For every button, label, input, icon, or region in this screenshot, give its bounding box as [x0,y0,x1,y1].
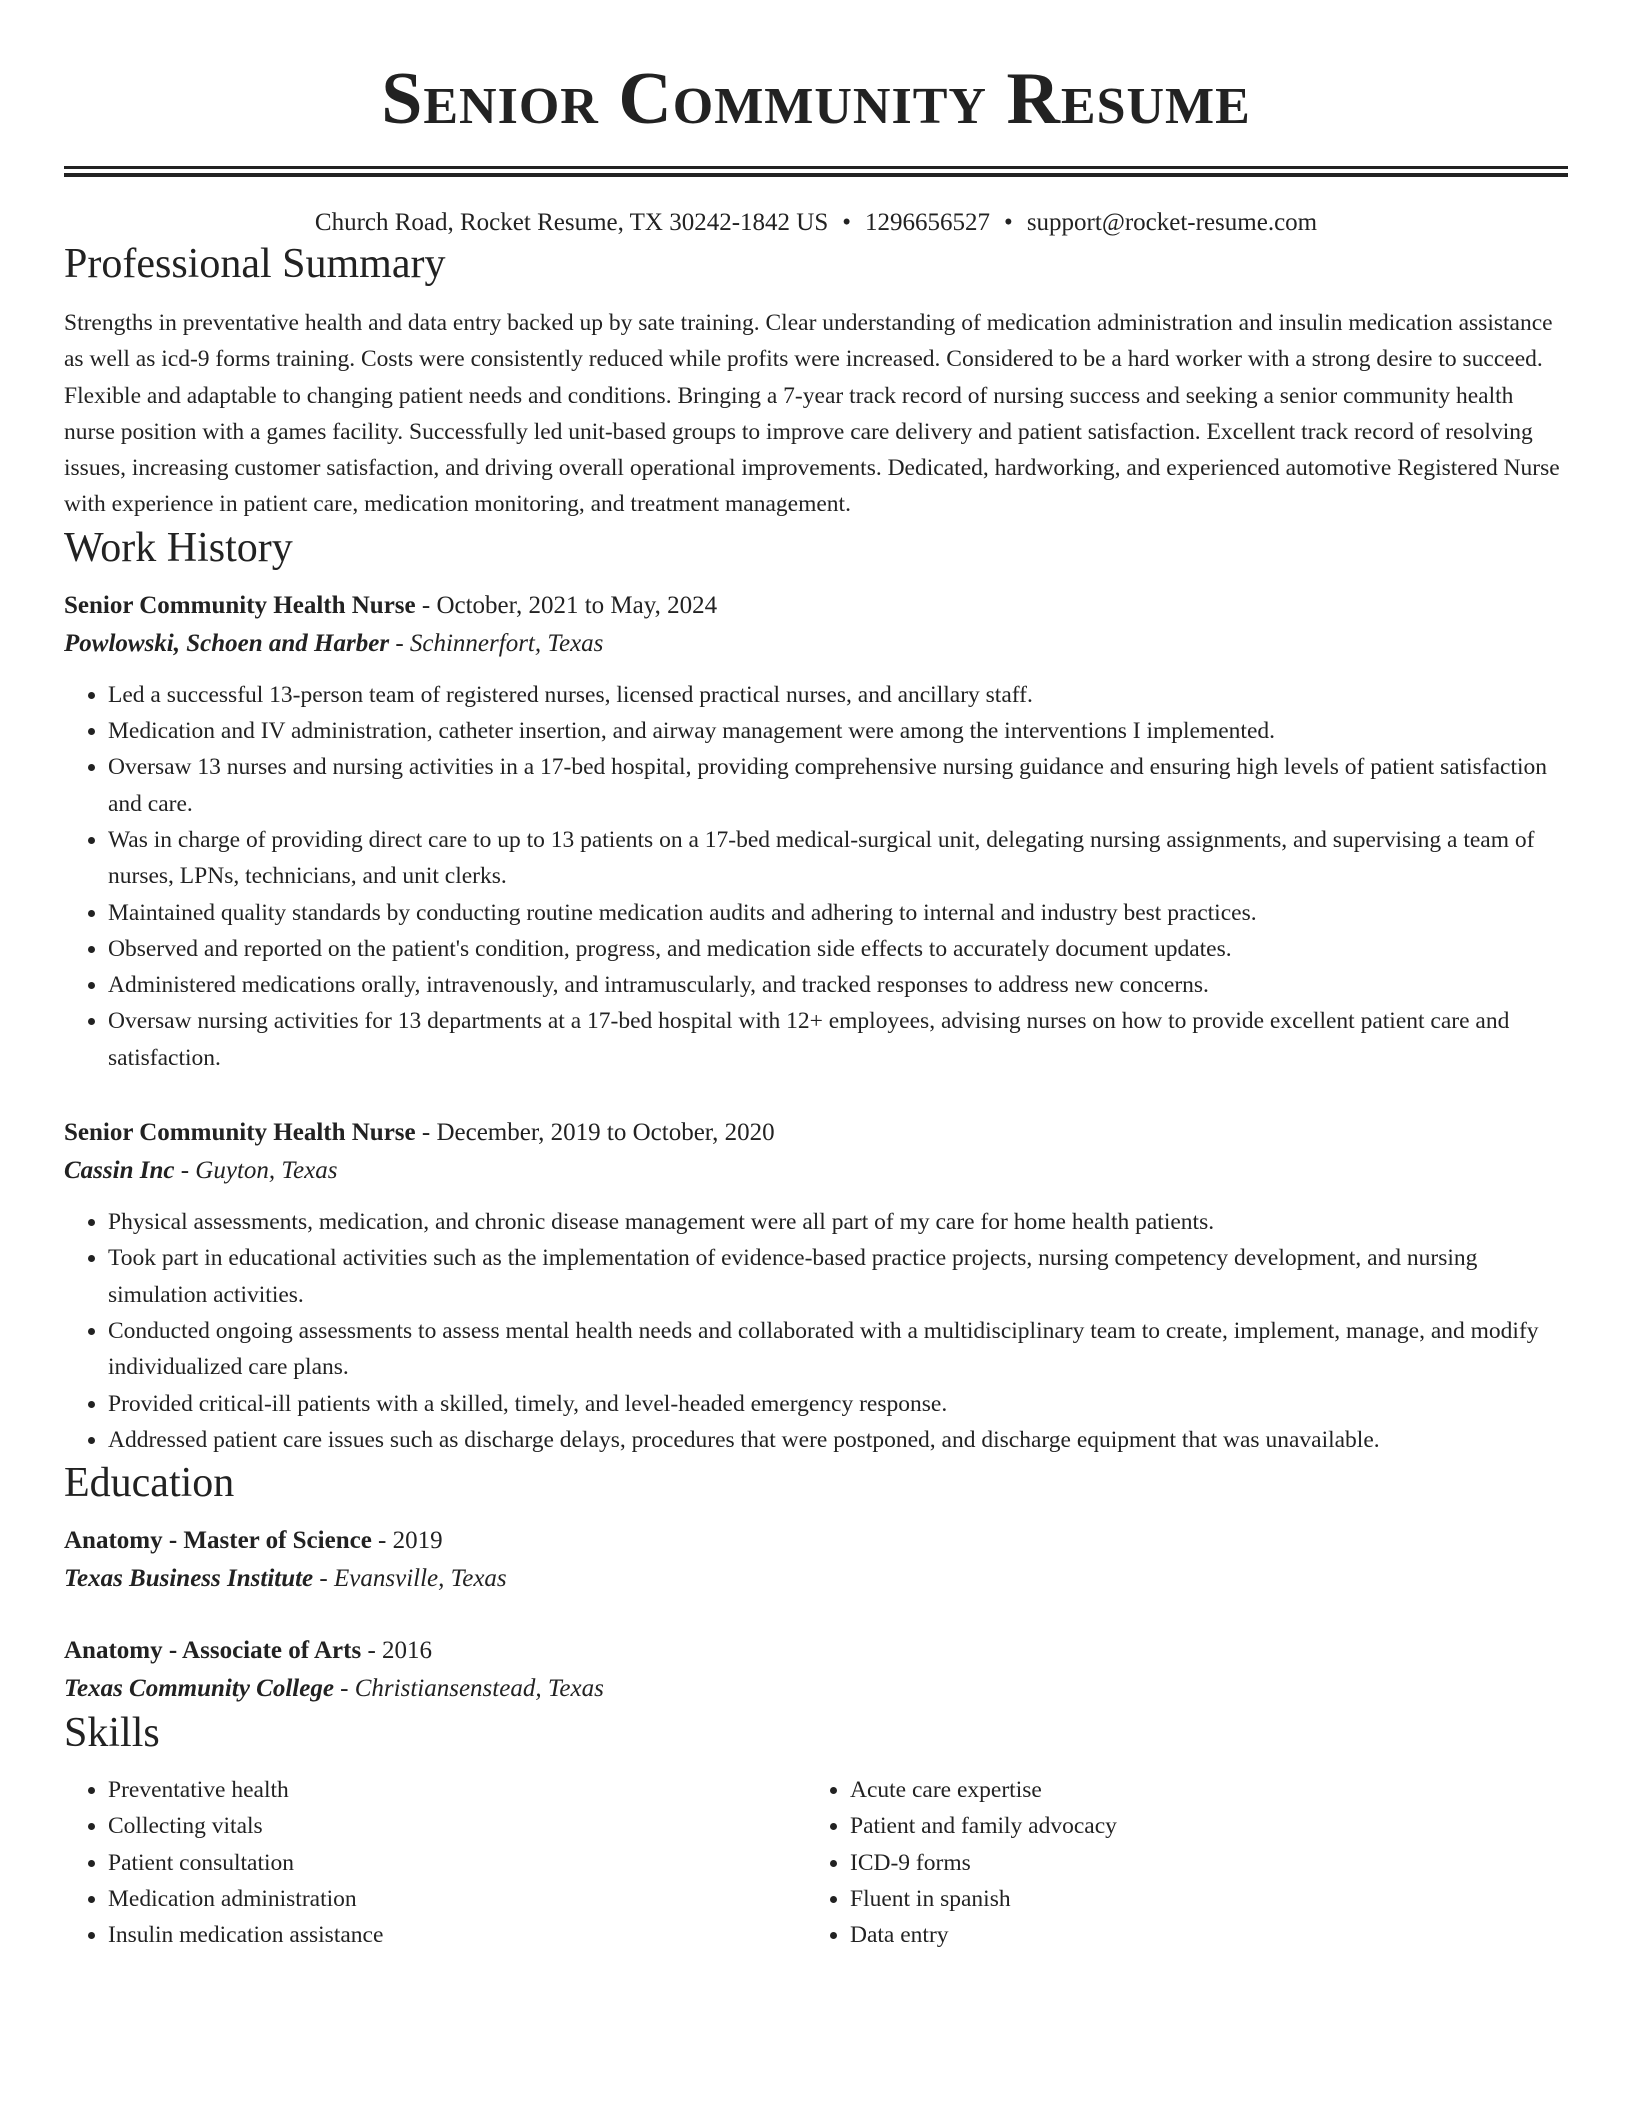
list-item: • Was in charge of providing direct care to up to 13 patients on a 17-bed medical-surgical unit, delegating nursing assignments, and supervising a team of nurses, LPNs, technicians, and unit clerks. [108,822,1568,895]
school-location: - Evansville, Texas [313,1565,507,1593]
job-dates: - October, 2021 to May, 2024 [415,591,718,619]
list-item: • Physical assessments, medication, and chronic disease management were all part of my care for home health patients. [108,1204,1568,1240]
job-company-line [64,625,1568,663]
skills-list-left [64,1772,806,1953]
job-location: - Schinnerfort, Texas [389,629,604,657]
school: Texas Community College [64,1675,334,1703]
list-item: • Oversaw nursing activities for 13 departments at a 17-bed hospital with 12+ employees, advising nurses on how to provide excellent patient care and satisfaction. [108,1003,1568,1076]
school-line [64,1670,1568,1708]
list-item: • Provided critical-ill patients with a skilled, timely, and level-headed emergency response. [108,1386,1568,1422]
degree: Anatomy - Master of Science [64,1527,372,1555]
section-heading-education: Education [64,1460,235,1507]
degree: Anatomy - Associate of Arts [64,1637,362,1665]
degree-line [64,1522,1568,1560]
contact-address: Church Road, Rocket Resume, TX 30242-1842 US [314,209,829,236]
job-dates: - December, 2019 to October, 2020 [415,1119,775,1147]
job-company: Cassin Inc [64,1157,175,1185]
education-entry [64,1632,1568,1708]
summary-text: Strengths in preventative health and data entry backed up by sate training. Clear understanding of medication administration and insulin medication assistance as well as icd-9 forms training. Costs were consistently reduced while profits were increased. Considered to be a hard worker with a strong desire to succeed. Flexible and adaptable to changing patient needs and conditions. Bringing a 7-year track record of nursing success and seeking a senior community health nurse position with a games facility. Successfully led unit-based groups to improve care delivery and patient satisfaction. Excellent track record of resolving issues, increasing customer satisfaction, and driving overall operational improvements. Dedicated, hardworking, and experienced automotive Registered Nurse with experience in patient care, medication monitoring, and treatment management. [64,310,1560,518]
job-company-line [64,1152,1568,1190]
degree-line [64,1632,1568,1670]
skills-columns [64,1772,1568,1953]
job-entry [64,587,1568,1076]
list-item: • Observed and reported on the patient's condition, progress, and medication side effects to accurately document updates. [108,931,1568,967]
list-item: • Took part in educational activities such as the implementation of evidence-based practice projects, nursing competency development, and nursing simulation activities. [108,1240,1568,1313]
job-company: Powlowski, Schoen and Harber [64,629,390,657]
skill-item: • Insulin medication assistance [108,1917,806,1953]
section-heading-summary: Professional Summary [64,241,446,287]
job-entry [64,1114,1568,1458]
skill-item: • Medication administration [108,1881,806,1917]
contact-line [64,207,1568,239]
job-role: Senior Community Health Nurse [64,1119,416,1147]
job-location: - Guyton, Texas [174,1157,338,1185]
list-item: • Addressed patient care issues such as discharge delays, procedures that were postponed, and discharge equipment that was unavailable. [108,1422,1568,1458]
section-heading-work-history: Work History [64,524,293,571]
skill-item: • Fluent in spanish [850,1881,1548,1917]
degree-year: - 2019 [371,1527,443,1555]
education-entry [64,1522,1568,1598]
list-item: • Maintained quality standards by conducting routine medication audits and adhering to internal and industry best practices. [108,895,1568,931]
list-item: • Administered medications orally, intravenously, and intramuscularly, and tracked responses to address new concerns. [108,967,1568,1003]
skill-item: • Collecting vitals [108,1808,806,1844]
skill-item: • Data entry [850,1917,1548,1953]
contact-phone: 1296656527 [865,209,991,236]
degree-year: - 2016 [361,1637,433,1665]
job-title-line [64,1114,1568,1152]
list-item: • Led a successful 13-person team of registered nurses, licensed practical nurses, and ancillary staff. [108,677,1568,713]
school: Texas Business Institute [64,1565,314,1593]
skill-item: • Patient and family advocacy [850,1808,1548,1844]
skill-item: • Acute care expertise [850,1772,1548,1808]
contact-separator: • [842,209,852,236]
school-line [64,1560,1568,1598]
skill-item: • ICD-9 forms [850,1845,1548,1881]
skill-item: • Patient consultation [108,1845,806,1881]
title-double-rule [64,166,1568,177]
list-item: • Oversaw 13 nurses and nursing activities in a 17-bed hospital, providing comprehensive nursing guidance and ensuring high levels of patient satisfaction and care. [108,749,1568,822]
job-bullets [64,677,1568,1076]
job-title-line [64,587,1568,625]
contact-separator: • [1004,209,1013,236]
list-item: • Medication and IV administration, catheter insertion, and airway management were among the interventions I implemented. [108,713,1568,749]
skill-item: • Preventative health [108,1772,806,1808]
list-item: • Conducted ongoing assessments to assess mental health needs and collaborated with a multidisciplinary team to create, implement, manage, and modify individualized care plans. [108,1313,1568,1386]
section-heading-skills: Skills [64,1710,160,1757]
school-location: - Christiansenstead, Texas [333,1675,604,1703]
contact-email: support@rocket-resume.com [1026,209,1318,236]
resume-title: Senior Community Resume [381,58,1251,140]
job-bullets [64,1204,1568,1458]
job-role: Senior Community Health Nurse [64,591,416,619]
skills-list-right [806,1772,1548,1953]
